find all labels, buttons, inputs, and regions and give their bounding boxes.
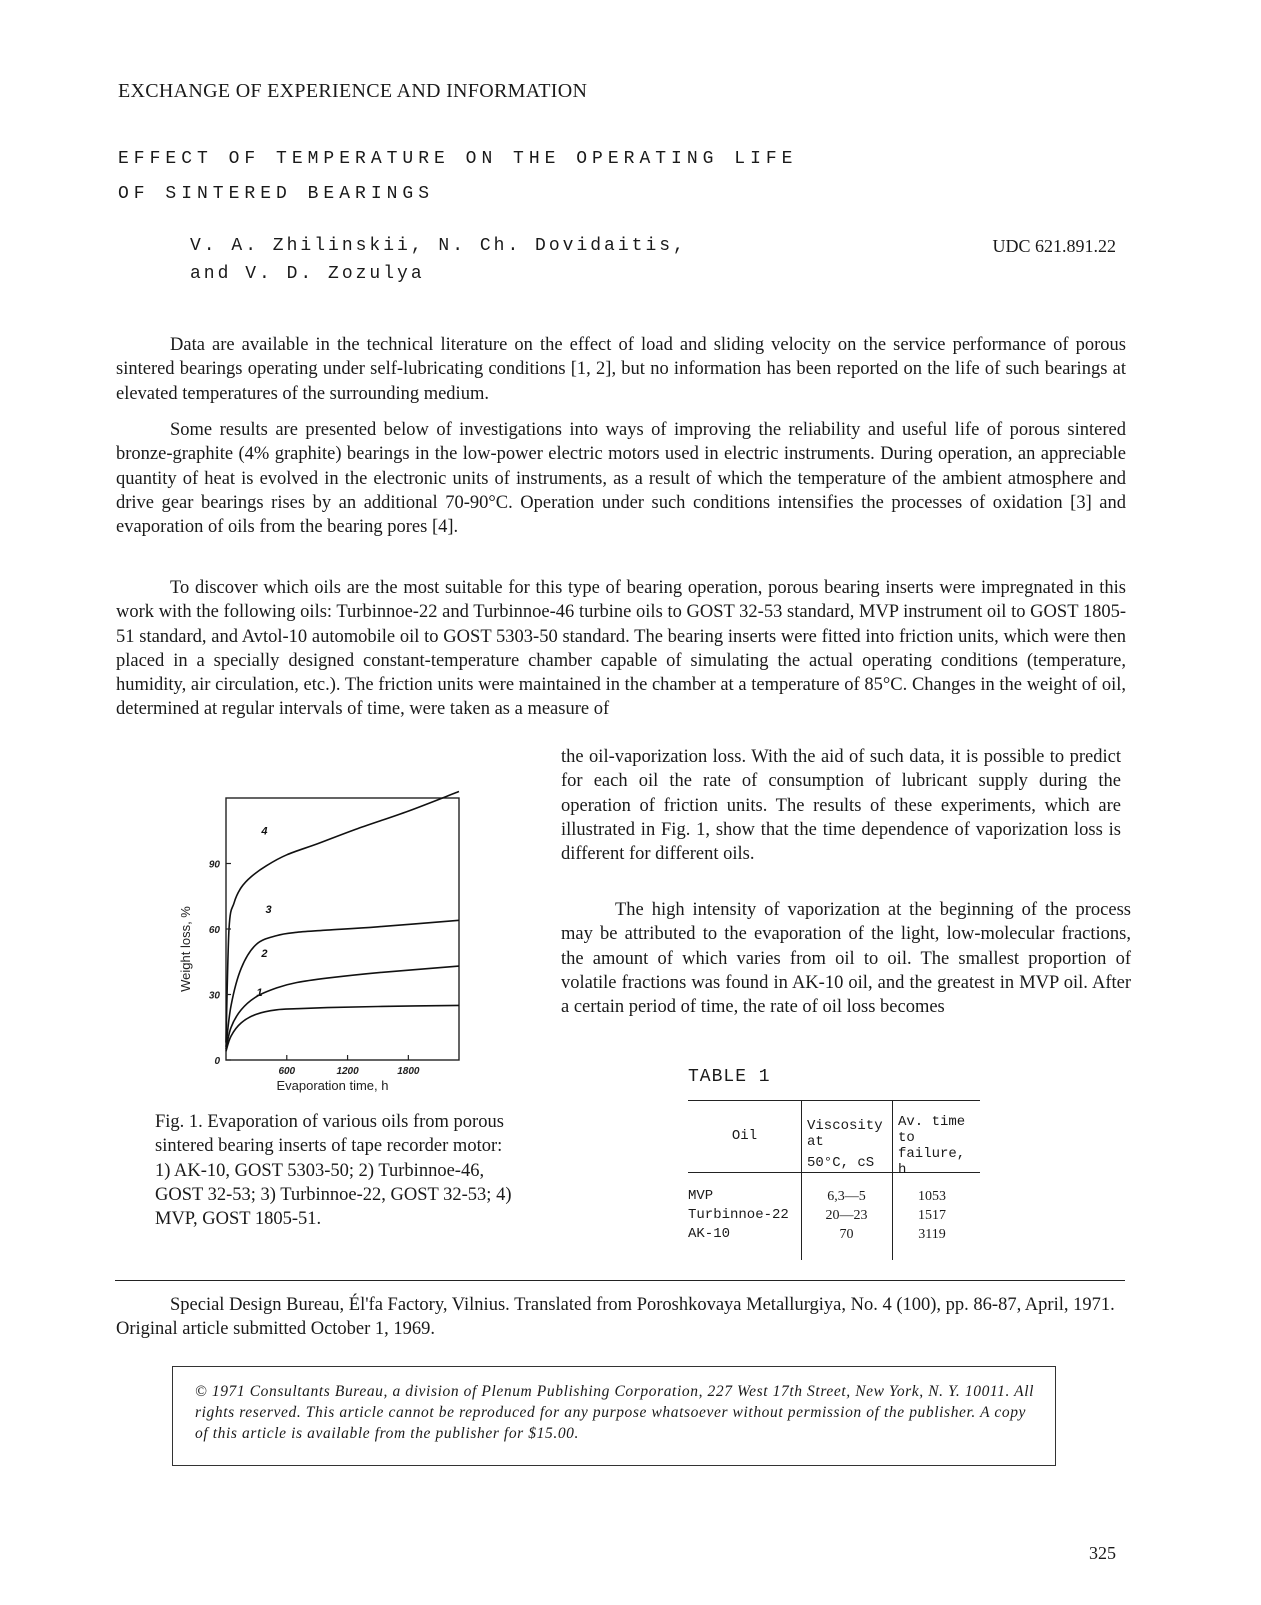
table-header-failure-time: Av. time to failure, h (898, 1114, 966, 1178)
table-top-rule (688, 1100, 980, 1101)
series-line-1 (226, 1005, 459, 1051)
copyright-box (172, 1366, 1056, 1466)
x-tick-label: 1800 (397, 1066, 420, 1077)
footnote: Special Design Bureau, Él'fa Factory, Vilnius. Translated from Poroshkovaya Metallurgiya, No. 4 (100), pp. 86-87, April, 1971. Original article submitted October 1, 1969. (116, 1295, 1115, 1340)
x-tick-label: 600 (278, 1066, 296, 1077)
y-tick-label: 30 (208, 990, 220, 1002)
series-label-4: 4 (261, 825, 268, 838)
y-tick-label: 60 (208, 925, 220, 936)
authors (190, 232, 687, 288)
series-line-3 (226, 920, 459, 1047)
series-label-2: 2 (261, 947, 268, 960)
y-axis-label: Weight loss, % (178, 906, 193, 992)
section-heading: EXCHANGE OF EXPERIENCE AND INFORMATION (118, 80, 588, 102)
authors-line-2: and V. D. Zozulya (190, 264, 425, 284)
article-title-line-2: OF SINTERED BEARINGS (118, 184, 435, 204)
series-label-3: 3 (265, 904, 272, 917)
table-cell-oil: MVP Turbinnoe-22 AK-10 (688, 1188, 789, 1242)
table-1 (688, 1100, 980, 1260)
x-tick-label: 1200 (336, 1066, 359, 1077)
authors-line-1: V. A. Zhilinskii, N. Ch. Dovidaitis, (190, 236, 687, 256)
y-tick-label: 90 (208, 859, 220, 871)
paragraph-2: Some results are presented below of investigations into ways of improving the reliability and useful life of porous sintered bronze-graphite (4% graphite) bearings in the low-power electric motors used in electric instruments. During operation, an appreciable quantity of heat is evolved in the electronic units of instruments, as a result of which the temperature of the ambient atmosphere and drive gear bearings rises by an additional 70-90°C. Operation under such conditions intensifies the processes of oxidation [3] and evaporation of oils from the bearing pores [4]. (116, 420, 1126, 538)
x-axis-label: Evaporation time, h (276, 1078, 389, 1093)
figure-1-chart (170, 790, 480, 1100)
paragraph-5: The high intensity of vaporization at the beginning of the process may be attributed to the evaporation of the light, low-molecular fractions, the amount of which varies from oil to oil. The smallest proportion of volatile fractions was found in AK-10 oil, and the greatest in MVP oil. After a certain period of time, the rate of oil loss becomes (561, 900, 1131, 1018)
paragraph-4: the oil-vaporization loss. With the aid of such data, it is possible to predict for each oil the rate of consumption of lubricant supply during the operation of friction units. The results of these experiments, which are illustrated in Fig. 1, show that the time dependence of vaporization loss is different for different oils. (561, 747, 1121, 865)
article-title-line-1: EFFECT OF TEMPERATURE ON THE OPERATING LIFE (118, 149, 798, 169)
figure-caption: Fig. 1. Evaporation of various oils from porous sintered bearing inserts of tape recorder motor: 1) AK-10, GOST 5303-50; 2) Turbinnoe-46, GOST 32-53; 3) Turbinnoe-22, GOST 32-53; 4) MVP, GOST 1805-51. (155, 1112, 512, 1230)
y-tick-label: 0 (214, 1056, 220, 1067)
footnote-divider (115, 1280, 1125, 1281)
table-header-viscosity: Viscosity at 50°C, cS (807, 1118, 883, 1171)
page-number: 325 (1089, 1543, 1116, 1563)
table-header-oil: Oil (731, 1128, 758, 1144)
paragraph-3: To discover which oils are the most suitable for this type of bearing operation, porous bearing inserts were impregnated in this work with the following oils: Turbinnoe-22 and Turbinnoe-46 turbine oils to GOST 32-53 standard, MVP instrument oil to GOST 1805-51 standard, and Avtol-10 automobile oil to GOST 5303-50 standard. The bearing inserts were fitted into friction units, which were then placed in a specially designed constant-temperature chamber capable of simulating the actual operating conditions (temperature, humidity, air circulation, etc.). The friction units were maintained in the chamber at a temperature of 85°C. Changes in the weight of oil, determined at regular intervals of time, were taken as a measure of (116, 578, 1126, 720)
paragraph-1: Data are available in the technical literature on the effect of load and sliding velocity on the service performance of porous sintered bearings operating under self-lubricating conditions [1, 2], but no information has been reported on the life of such bearings at elevated temperatures of the surrounding medium. (116, 335, 1126, 404)
table-title: TABLE 1 (688, 1067, 771, 1087)
table-cell-failure-time: 1053 1517 3119 (918, 1189, 946, 1242)
series-label-1: 1 (256, 987, 263, 1000)
udc-code: UDC 621.891.22 (992, 236, 1116, 256)
copyright-notice: © 1971 Consultants Bureau, a division of Plenum Publishing Corporation, 227 West 17th Street, New York, N. Y. 10011. All rights reserved. This article cannot be reproduced for any purpose whatsoever without permission of the publisher. A copy of this article is available from the publisher for $15.00. (195, 1383, 1035, 1442)
table-cell-viscosity: 6,3—5 20—23 70 (825, 1189, 868, 1242)
